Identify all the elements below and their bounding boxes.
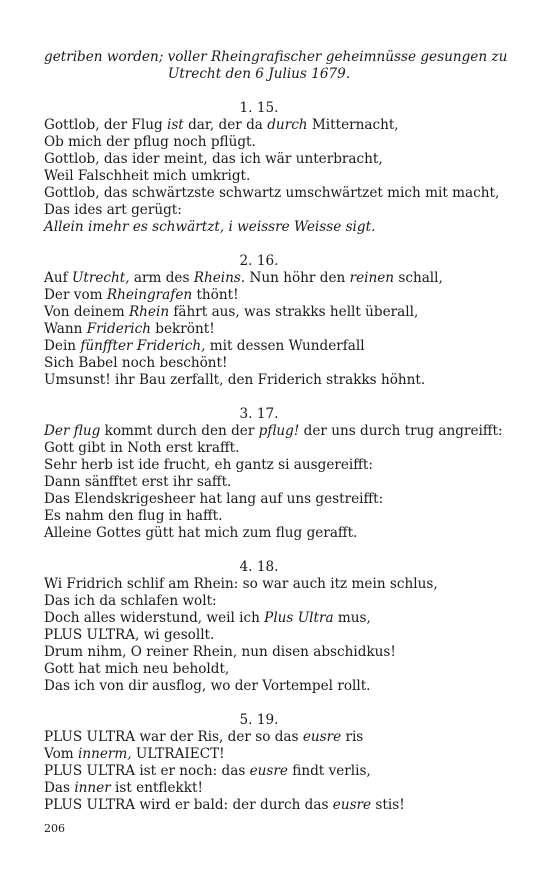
verse-line bbox=[44, 219, 474, 236]
italic-text: Allein imehr es schwärtzt, i weissre Weisse sigt. bbox=[44, 219, 376, 235]
verse-line bbox=[44, 508, 474, 525]
verse-text: PLUS ULTRA ist er noch: das bbox=[44, 763, 250, 779]
verse-line bbox=[44, 610, 474, 627]
verse-text: bekrönt! bbox=[150, 321, 215, 337]
poem bbox=[44, 100, 503, 814]
verse-text: findt verlis, bbox=[287, 763, 371, 779]
verse-text: PLUS ULTRA wird er bald: der durch das bbox=[44, 797, 333, 813]
verse-text: Das ides art gerügt: bbox=[44, 202, 182, 218]
verse-text: Dann sänfftet erst ihr safft. bbox=[44, 474, 232, 490]
verse-line bbox=[44, 763, 474, 780]
verse-line bbox=[44, 678, 474, 695]
verse-text: ist entflekkt! bbox=[110, 780, 203, 796]
verse-text: Von deinem bbox=[44, 304, 129, 320]
verse-text: Mitternacht, bbox=[307, 117, 399, 133]
stanza-number: 1. 15. bbox=[239, 100, 279, 116]
verse-line bbox=[44, 270, 474, 287]
verse-line bbox=[44, 134, 474, 151]
verse-text: Sehr herb ist ide frucht, eh gantz si ausgereifft: bbox=[44, 457, 373, 473]
verse-text: Es nahm den flug in hafft. bbox=[44, 508, 223, 524]
verse-line bbox=[44, 729, 474, 746]
verse-text: Umsunst! ihr Bau zerfallt, den Friderich strakks höhnt. bbox=[44, 372, 426, 388]
verse-line bbox=[44, 576, 474, 593]
italic-text: Rhein bbox=[128, 304, 170, 320]
italic-text: inner bbox=[74, 780, 111, 796]
verse-line bbox=[44, 474, 474, 491]
verse-line bbox=[44, 525, 474, 542]
verse-text: der uns durch trug angreifft: bbox=[299, 423, 503, 439]
verse-text: ULTRAIECT! bbox=[131, 746, 225, 762]
verse-text: Sich Babel noch beschönt! bbox=[44, 355, 228, 371]
verse-line bbox=[44, 202, 474, 219]
heading-line-2: Utrecht den 6 Julius 1679. bbox=[167, 66, 351, 82]
verse-text: Gott gibt in Noth erst krafft. bbox=[44, 440, 240, 456]
verse-text: Doch alles widerstund, weil ich bbox=[44, 610, 265, 626]
heading-line-1: getriben worden; voller Rheingrafischer geheimnüsse gesungen zu bbox=[44, 49, 508, 65]
stanza-number: 4. 18. bbox=[239, 559, 279, 575]
verse-text: Alleine Gottes gütt hat mich zum flug gerafft. bbox=[44, 525, 358, 541]
italic-text: reinen bbox=[349, 270, 395, 286]
verse-line bbox=[44, 661, 474, 678]
verse-line bbox=[44, 185, 500, 202]
verse-text: Gott hat mich neu beholdt, bbox=[44, 661, 230, 677]
verse-text: schall, bbox=[394, 270, 443, 286]
verse-line bbox=[44, 593, 474, 610]
italic-text: ist bbox=[166, 117, 184, 133]
verse-line bbox=[44, 338, 474, 355]
italic-text: pflug! bbox=[258, 423, 300, 439]
verse-text: mus, bbox=[333, 610, 371, 626]
italic-text: Rheingrafen bbox=[106, 287, 193, 303]
verse-text: Gottlob, das schwärtzste schwartz umschwärtzet mich mit macht, bbox=[44, 185, 500, 201]
stanza bbox=[44, 559, 474, 695]
italic-text: innerm, bbox=[77, 746, 132, 762]
italic-text: Friderich bbox=[86, 321, 151, 337]
verse-line bbox=[44, 457, 474, 474]
verse-text: Nun höhr den bbox=[245, 270, 350, 286]
italic-text: fünffter Friderich, bbox=[80, 338, 206, 354]
verse-line bbox=[44, 746, 474, 763]
verse-line bbox=[44, 321, 474, 338]
verse-text: Das ich da schlafen wolt: bbox=[44, 593, 217, 609]
stanza bbox=[44, 406, 503, 542]
verse-line bbox=[44, 797, 474, 814]
verse-line bbox=[44, 780, 474, 797]
verse-line bbox=[44, 627, 474, 644]
verse-text: stis! bbox=[371, 797, 405, 813]
verse-line bbox=[44, 304, 474, 321]
verse-text: Der vom bbox=[44, 287, 107, 303]
stanza bbox=[44, 712, 474, 814]
italic-text: Plus Ultra bbox=[264, 610, 334, 626]
stanza-number: 5. 19. bbox=[239, 712, 279, 728]
verse-text: Dein bbox=[44, 338, 81, 354]
verse-line bbox=[44, 491, 474, 508]
verse-text: ris bbox=[341, 729, 364, 745]
verse-line bbox=[44, 355, 474, 372]
verse-line bbox=[44, 168, 474, 185]
italic-text: Rheins. bbox=[193, 270, 246, 286]
italic-text: eusre bbox=[332, 797, 372, 813]
verse-line bbox=[44, 372, 474, 389]
verse-line bbox=[44, 440, 474, 457]
italic-text: Utrecht, bbox=[71, 270, 130, 286]
verse-line bbox=[44, 644, 474, 661]
verse-text: Das bbox=[44, 780, 75, 796]
stanza-number: 2. 16. bbox=[239, 253, 279, 269]
italic-text: Der flug bbox=[44, 423, 101, 439]
verse-text: PLUS ULTRA, wi gesollt. bbox=[44, 627, 215, 643]
page-body bbox=[44, 49, 508, 814]
verse-text: Gottlob, das ider meint, das ich wär unterbracht, bbox=[44, 151, 383, 167]
verse-text: thönt! bbox=[192, 287, 239, 303]
verse-text: Das Elendskrigesheer hat lang auf uns gestreifft: bbox=[44, 491, 384, 507]
stanza bbox=[44, 100, 500, 236]
verse-line bbox=[44, 287, 474, 304]
italic-text: eusre bbox=[302, 729, 342, 745]
verse-text: Ob mich der pflug noch pflügt. bbox=[44, 134, 256, 150]
verse-line bbox=[44, 151, 474, 168]
verse-text: fährt aus, was strakks hellt überall, bbox=[169, 304, 419, 320]
stanza-number: 3. 17. bbox=[239, 406, 279, 422]
verse-text: arm des bbox=[129, 270, 194, 286]
verse-text: PLUS ULTRA war der Ris, der so das bbox=[44, 729, 303, 745]
verse-text: Wi Fridrich schlif am Rhein: so war auch itz mein schlus, bbox=[44, 576, 438, 592]
stanza bbox=[44, 253, 474, 389]
italic-text: durch bbox=[267, 117, 308, 133]
verse-text: Das ich von dir ausflog, wo der Vortempel rollt. bbox=[44, 678, 371, 694]
verse-text: Gottlob, der Flug bbox=[44, 117, 167, 133]
verse-line bbox=[44, 423, 503, 440]
verse-text: dar, der da bbox=[183, 117, 268, 133]
verse-text: kommt durch den der bbox=[100, 423, 259, 439]
verse-text: Weil Falschheit mich umkrigt. bbox=[44, 168, 251, 184]
verse-text: Wann bbox=[44, 321, 87, 337]
verse-text: Auf bbox=[44, 270, 72, 286]
page-number: 206 bbox=[44, 822, 65, 835]
verse-text: Drum nihm, O reiner Rhein, nun disen abschidkus! bbox=[44, 644, 396, 660]
italic-text: eusre bbox=[249, 763, 288, 779]
verse-text: mit dessen Wunderfall bbox=[205, 338, 365, 354]
verse-line bbox=[44, 117, 474, 134]
verse-text: Vom bbox=[44, 746, 78, 762]
